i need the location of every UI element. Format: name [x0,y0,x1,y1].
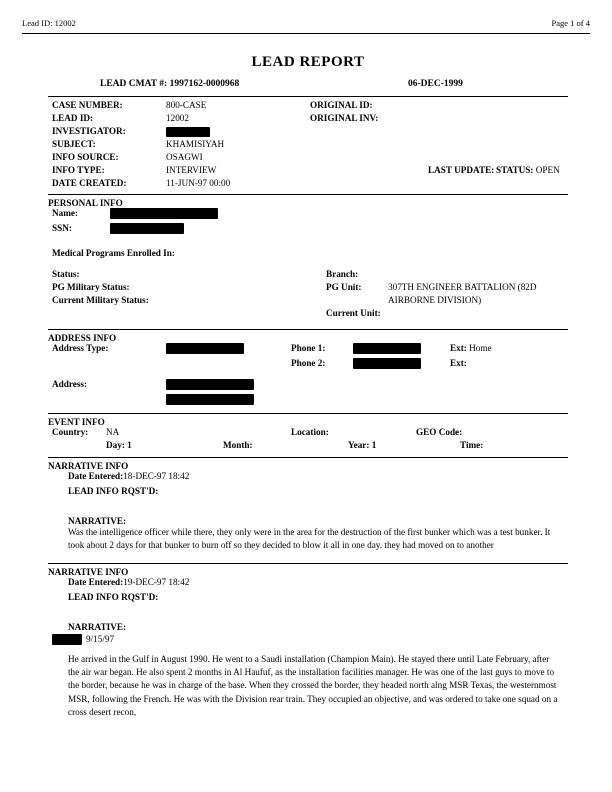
address-row-1 [48,379,568,394]
narrative-1-title: NARRATIVE INFO [48,461,129,471]
lead-id-value: 12002 [166,113,189,123]
pg-unit-value-line1: 307TH ENGINEER BATTALION (82D [388,282,537,292]
status-label [496,165,560,175]
address-type-value [166,343,244,354]
narrative-2-date-entered [48,577,568,592]
redaction-bar [166,394,254,405]
case-number-label: CASE NUMBER: [52,100,123,110]
info-type-value: INTERVIEW [166,165,217,175]
ssn-row [48,223,568,238]
redaction-bar [110,208,218,219]
branch-label: Branch: [326,269,359,279]
month-label: Month: [223,440,253,450]
header-lead-id: Lead ID: 12002 [22,18,76,28]
address-type-label: Address Type: [52,343,109,353]
page-title: LEAD REPORT [251,54,365,70]
info-type-label: INFO TYPE: [52,165,105,175]
pg-military-status-row [48,282,568,295]
header-divider [22,33,590,34]
narrative-block-2 [48,564,568,720]
narrative-1-lead-info-label: LEAD INFO RQST'D: [68,486,159,496]
ext1-label: Ext: [450,343,467,353]
cmat-date: 06-DEC-1999 [408,79,463,89]
case-info-block [48,97,568,194]
investigator-row [48,126,568,139]
country-label: Country: [52,427,89,437]
narrative-1-label: NARRATIVE: [68,516,127,526]
info-source-row [48,152,568,165]
case-number-value: 800-CASE [166,100,207,110]
last-update-label: LAST UPDATE: [428,165,495,175]
date-created-label: DATE CREATED: [52,178,127,188]
narrative-1-lead-info-rqstd [48,486,568,496]
original-inv-label: ORIGINAL INV: [310,113,379,123]
cmat-field [100,79,239,89]
subject-row [48,139,568,152]
status-value: OPEN [535,165,560,175]
phone1-label: Phone 1: [291,343,326,353]
country-value: NA [106,427,120,437]
phone2-label: Phone 2: [291,358,326,368]
ssn-value [110,223,184,234]
ext1-value: Home [469,343,492,353]
geo-code-label: GEO Code: [416,427,463,437]
status-label-text: STATUS: [496,165,534,175]
original-id-label: ORIGINAL ID: [310,100,373,110]
narrative-1-date-label: Date Entered: [68,471,124,481]
narrative-2-title: NARRATIVE INFO [48,566,129,577]
personal-info-block [48,195,568,329]
pg-military-status-label: PG Military Status: [52,282,130,292]
year-label: Year: 1 [348,440,377,450]
narrative-1-body: Was the intelligence officer while there, they only were in the area for the destruction of the first bunker which was a test bunker. It took about 2 days for that bunker to burn off so they decided to blow it all in one day. they had moved on to another [68,527,551,551]
subject-value: KHAMISIYAH [166,139,225,149]
pg-unit-value-line2: AIRBORNE DIVISION) [388,295,482,305]
event-country-row [48,427,568,440]
info-source-label: INFO SOURCE: [52,152,119,162]
location-label: Location: [291,427,329,437]
current-military-status-label: Current Military Status: [52,295,149,305]
narrative-2-lead-info-label: LEAD INFO RQST'D: [68,591,159,602]
day-label: Day: 1 [106,440,132,450]
date-created-value: 11-JUN-97 00:00 [166,178,231,188]
event-info-title: EVENT INFO [48,417,105,427]
phone1-value [353,343,421,354]
investigator-label: INVESTIGATOR: [52,126,126,136]
redaction-bar [110,223,184,234]
ssn-label: SSN: [52,223,72,233]
time-label: Time: [460,440,484,450]
medical-programs-label: Medical Programs Enrolled In: [52,248,175,258]
phone2-row [48,358,568,373]
narrative-2-redacted-date: 9/15/97 [86,633,115,644]
event-date-row [48,440,568,453]
narrative-2-redacted-date-row [48,632,568,649]
cmat-label: LEAD CMAT #: [100,79,168,89]
redaction-bar [353,343,421,354]
address-label: Address: [52,379,88,389]
name-label: Name: [52,208,79,218]
narrative-2-date-value: 19-DEC-97 18:42 [123,576,190,587]
lead-id-label: LEAD ID: [52,113,94,123]
current-unit-row [48,308,568,321]
redaction-bar [166,379,254,390]
narrative-2-date-label: Date Entered: [68,576,124,587]
pg-unit-label: PG Unit: [326,282,362,292]
current-military-status-row [48,295,568,308]
address-value-line1 [166,379,254,390]
case-number-row [48,100,568,113]
name-row [48,208,568,223]
personal-info-title: PERSONAL INFO [48,198,123,208]
ext1-field [450,343,492,353]
document-body [48,44,568,719]
redaction-bar [353,358,421,369]
narrative-2-body: He arrived in the Gulf in August 1990. He went to a Saudi installation (Champion Main). He stayed there until Late February, after the air war began. He also spent 2 months in Al Haufuf, as the installation facilities manager. He was one of the last guys to move to the border, because he was in charge of the base. When they crossed the border, they headed north alng MSR Texas, the westernmost MSR, following the French. He was with the Division rear train. They occupied an objective, and was ordered to take one squad on a cross desert recon, [68,653,558,718]
narrative-2-lead-info-rqstd [48,592,568,602]
cmat-value: 1997162-0000968 [169,79,240,89]
narrative-1-date-entered [48,471,568,486]
redaction-bar [166,127,210,137]
address-info-block [48,330,568,413]
redaction-bar [52,634,82,645]
medical-programs-row [48,248,568,263]
phone2-value [353,358,421,369]
narrative-block-1 [48,458,568,563]
info-type-row [48,165,568,178]
subject-label: SUBJECT: [52,139,96,149]
address-info-title: ADDRESS INFO [48,333,117,343]
status-label: Status: [52,269,80,279]
date-created-row [48,178,568,191]
ext2-label: Ext: [450,358,467,368]
address-type-row [48,343,568,358]
info-source-value: OSAGWI [166,152,203,162]
address-row-2 [48,394,568,409]
current-unit-label: Current Unit: [326,308,381,318]
cmat-row [48,79,568,93]
redaction-bar [166,343,244,354]
address-value-line2 [166,394,254,405]
narrative-1-date-value: 18-DEC-97 18:42 [123,471,190,481]
investigator-value [166,126,210,137]
event-info-block [48,414,568,457]
status-branch-row [48,269,568,282]
lead-id-row [48,113,568,126]
header-page-number: Page 1 of 4 [551,18,590,28]
name-value [110,208,218,219]
narrative-2-label: NARRATIVE: [68,621,127,632]
